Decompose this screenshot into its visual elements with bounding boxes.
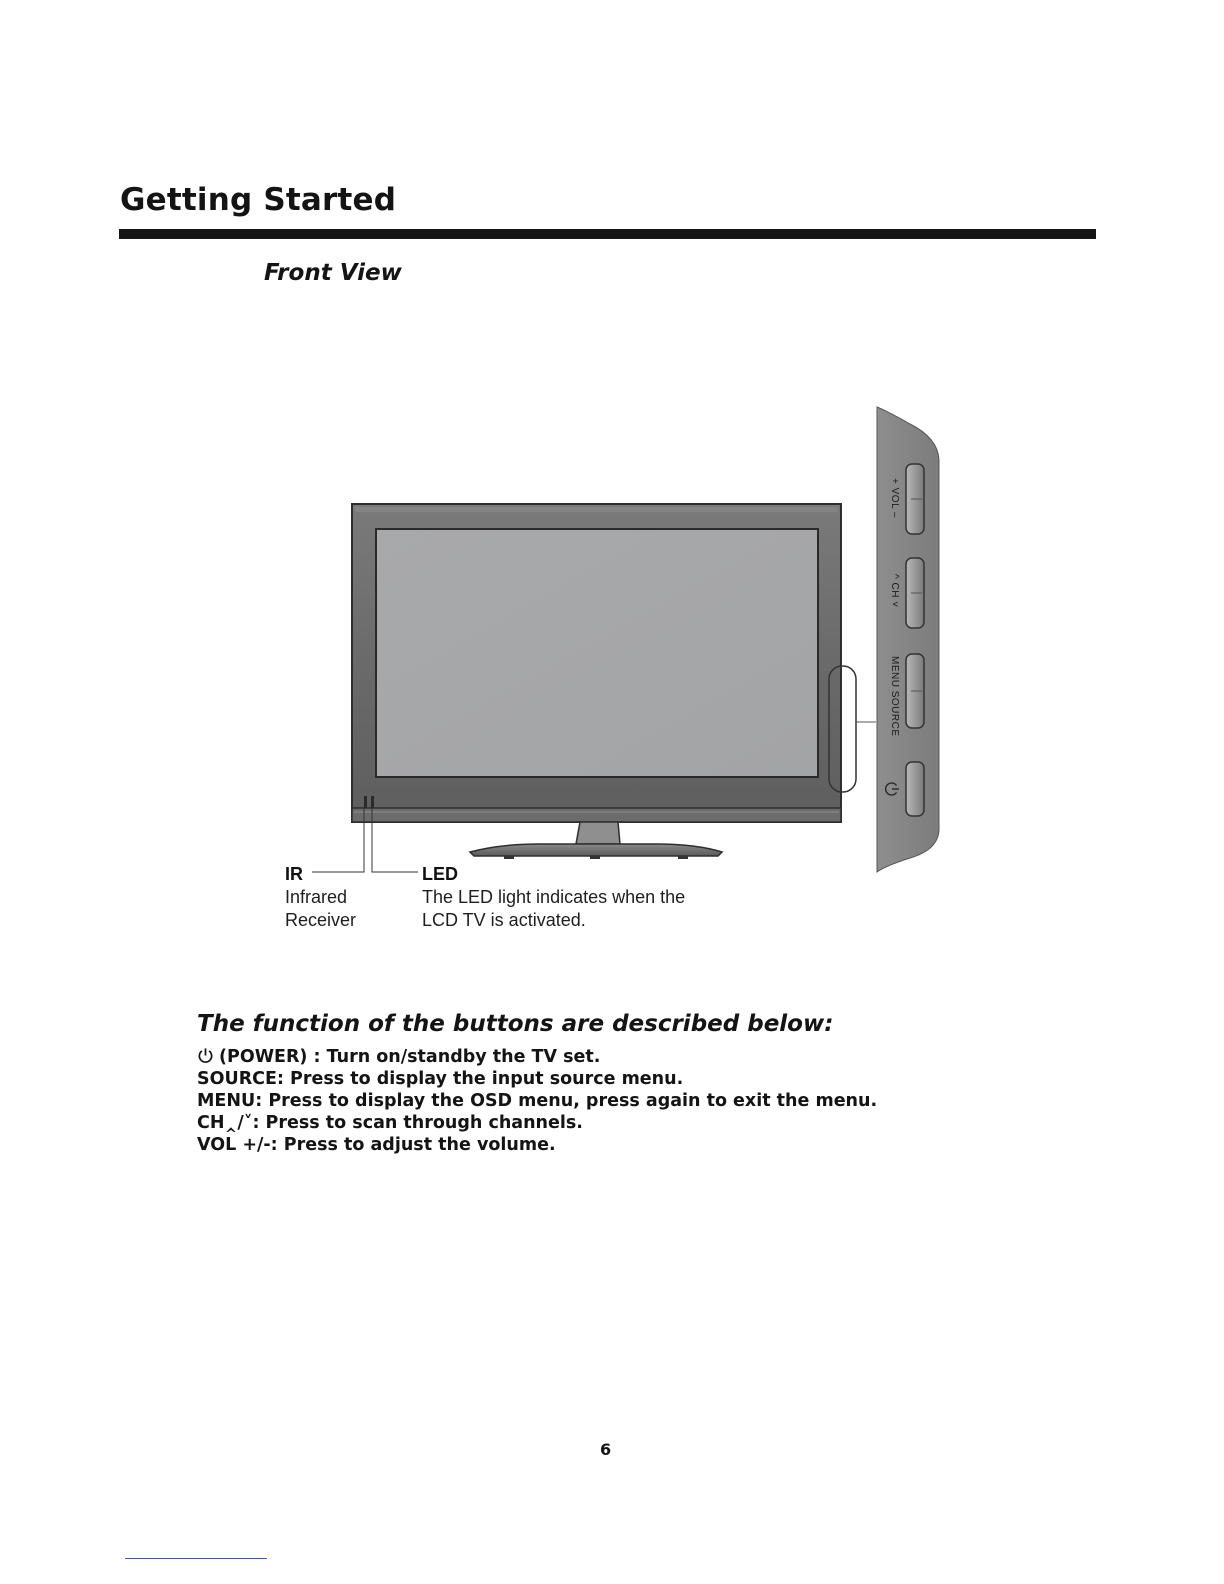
vol-button[interactable] <box>906 464 924 534</box>
power-icon <box>197 1047 214 1064</box>
functions-heading: The function of the buttons are described below: <box>197 1011 834 1037</box>
page-number: 6 <box>600 1440 612 1459</box>
tv-screen <box>376 529 818 777</box>
front-view-subtitle: Front View <box>264 260 402 286</box>
title-rule <box>119 229 1096 239</box>
vol-label: + VOL – <box>889 478 900 519</box>
ir-callout-line1: Infrared <box>285 887 348 907</box>
function-item-vol: VOL +/-: Press to adjust the volume. <box>197 1135 556 1155</box>
tv-front-view-figure <box>270 400 960 960</box>
ch-button[interactable] <box>906 558 924 628</box>
function-item-source: SOURCE: Press to display the input source menu. <box>197 1069 684 1089</box>
tv-illustration <box>270 400 960 960</box>
led-callout-line2: LCD TV is activated. <box>422 910 586 930</box>
function-item-power <box>197 1046 877 1068</box>
functions-list <box>197 1046 877 1156</box>
ir-callout-title: IR <box>285 864 303 884</box>
power-button[interactable] <box>906 762 924 816</box>
footer-rule <box>125 1558 267 1559</box>
menu-source-label: MENU SOURCE <box>889 656 900 737</box>
tv-stand-neck <box>576 822 620 844</box>
menu-source-button[interactable] <box>906 654 924 728</box>
led-callout-line1: The LED light indicates when the <box>422 887 686 907</box>
function-power-text: (POWER) : Turn on/standby the TV set. <box>219 1047 601 1067</box>
ch-label: ^ CH ˅ <box>889 574 900 608</box>
led-callout-title: LED <box>422 864 458 884</box>
function-item-ch: CH‸/˅: Press to scan through channels. <box>197 1113 583 1133</box>
function-item-menu: MENU: Press to display the OSD menu, press again to exit the menu. <box>197 1091 878 1111</box>
tv-stand-base <box>470 844 722 859</box>
section-title: Getting Started <box>120 182 397 218</box>
ir-callout-line2: Receiver <box>285 910 357 930</box>
